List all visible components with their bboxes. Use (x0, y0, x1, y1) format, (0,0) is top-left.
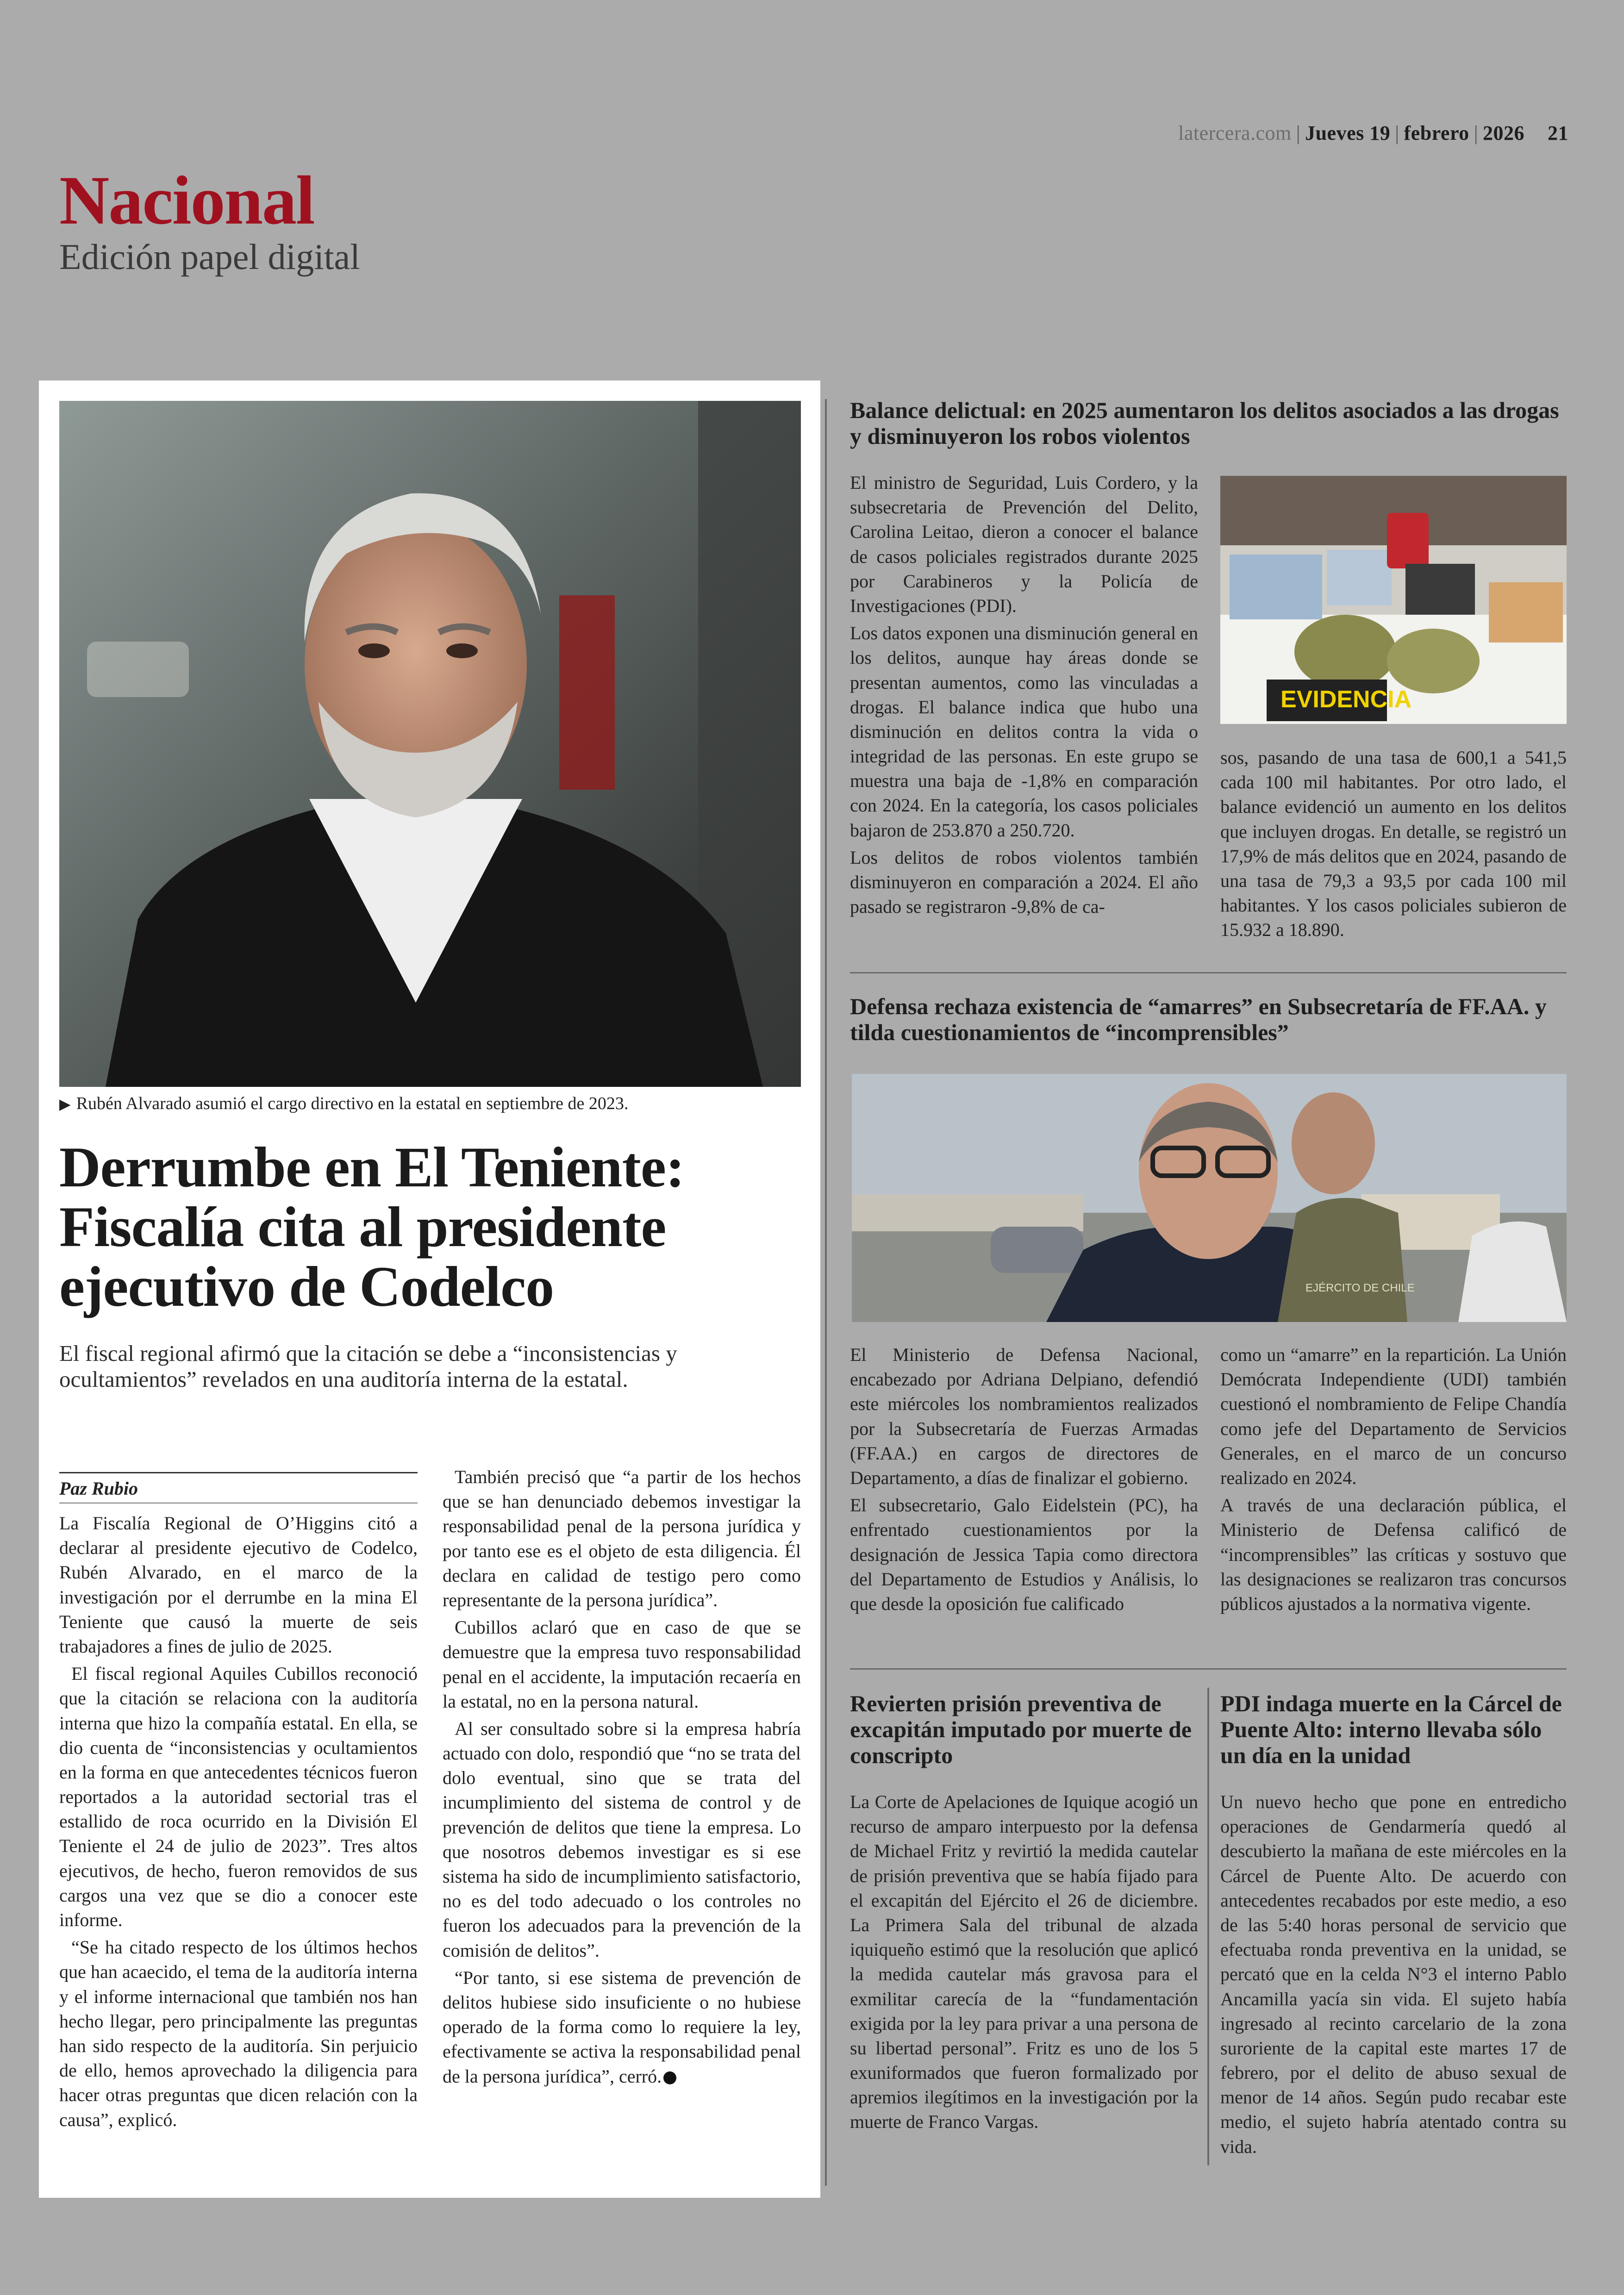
paragraph: sos, pasando de una tasa de 600,1 a 541,5 cada 100 mil habitantes. Por otro lado, el balance evidenció un aumento en los delitos que incluyen drogas. En detalle, se registró un 17,9% de más delitos que en 2024, pasando de una tasa de 79,3 a 93,5 por cada 100 mil habitantes. Y los casos policiales subieron de 15.932 a 18.890. (1220, 747, 1567, 941)
main-article-column-2 (443, 1465, 801, 2091)
pdi-body (1220, 1790, 1567, 2162)
balance-column-1 (850, 470, 1198, 922)
paragraph: El ministro de Seguridad, Luis Cordero, y la subsecretaria de Prevención del Delito, Carolina Leitao, dieron a conocer el balance de casos policiales registrados durante 2025 por Carabineros y la Policía de Investigaciones (PDI). (850, 472, 1198, 616)
date-year: 2026 (1483, 122, 1524, 144)
paragraph: El subsecretario, Galo Eidelstein (PC), ha enfrentado cuestionamientos por la designación de Jessica Tapia como directora del Departamento de Estudios y Análisis, lo que desde la oposición fue calificado (850, 1495, 1198, 1614)
paragraph: Cubillos aclaró que en caso de que se demuestre que la empresa tuvo responsabilidad penal en el accidente, la imputación recaería en la estatal, no en la persona natural. (443, 1617, 801, 1712)
portrait-illustration (59, 401, 801, 1087)
date-month: febrero (1404, 122, 1469, 144)
byline-divider (59, 1472, 418, 1473)
paragraph: La Corte de Apelaciones de Iquique acogió un recurso de amparo interpuesto por la defensa de Michael Fritz y revirtió la medida cautelar de prisión preventiva que se había fijado para el excapitán del Ejército el 26 de diciembre. La Primera Sala del tribunal de alzada iquiqueño estimó que la resolución que aplicó la medida cautelar más gravosa para el exmilitar carecía de la “fundamentación exigida por la ley para privar a una persona de su libertad personal”. Fritz es uno de los 5 exuniformados que fueron formalizado por apremios ilegítimos en la investigación por la muerte de Franco Vargas. (850, 1791, 1198, 2133)
prision-body (850, 1790, 1198, 2137)
prision-headline[interactable]: Revierten prisión preventiva de excapitán imputado por muerte de conscripto (850, 1690, 1192, 1768)
byline: Paz Rubio (59, 1478, 138, 1499)
caption-triangle-icon: ▶ (59, 1096, 71, 1112)
page-number: 21 (1548, 122, 1568, 144)
paragraph: También precisó que “a partir de los hechos que se han denunciado debemos investigar la responsabilidad penal de la persona jurídica y por tanto ese es el objeto de esta diligencia. Él declara en calidad de testigo pero como representante de la persona jurídica”. (443, 1466, 801, 1610)
defensa-column-1 (850, 1342, 1198, 1619)
uniform-label: EJÉRCITO DE CHILE (1305, 1282, 1415, 1294)
paragraph: Al ser consultado sobre si la empresa habría actuado con dolo, respondió que “no se trata del dolo eventual, sino que se trata del incumplimiento del sistema de control y de prevención de delitos que tiene la empresa. Lo que nosotros debemos investigar es si ese sistema ha sido de incumplimiento satisfactorio, no es del todo adecuado o los controles no fueron los adecuados para la prevención de la comisión de delitos”. (443, 1718, 801, 1961)
site-name[interactable]: latercera.com (1178, 122, 1292, 144)
paragraph: A través de una declaración pública, el Ministerio de Defensa calificó de “incomprensibles” las críticas y sostuvo que las designaciones se realizaron tras concursos públicos ajustados a la normativa vigente. (1220, 1495, 1567, 1614)
balance-column-2 (1220, 745, 1567, 945)
main-headline[interactable]: Derrumbe en El Teniente: Fiscalía cita al presidente ejecutivo de Codelco (59, 1135, 685, 1318)
evidence-table-illustration (1220, 476, 1567, 724)
main-article-column-1 (59, 1511, 418, 2135)
date-day: Jueves 19 (1305, 122, 1391, 144)
paragraph: El fiscal regional Aquiles Cubillos reconoció que la citación se relaciona con la auditoría interna que hizo la compañía estatal. En ella, se dio cuenta de “inconsistencias y ocultamientos en la forma en que antecedentes técnicos fueron reportados a la autoridad sectorial tras el estallido de roca ocurrido en la División El Teniente el 24 de julio de 2023”. Tres altos ejecutivos, de hecho, fueron removidos de sus cargos una vez que se dio a conocer este informe. (59, 1663, 418, 1930)
section-subtitle: Edición papel digital (59, 237, 360, 277)
balance-photo (1220, 476, 1567, 724)
defensa-column-2 (1220, 1342, 1567, 1619)
main-article-photo (59, 401, 801, 1087)
evidence-label: EVIDENCIA (1280, 686, 1412, 713)
paragraph: Los delitos de robos violentos también disminuyeron en comparación a 2024. El año pasado se registraron -9,8% de ca- (850, 847, 1198, 917)
paragraph: Los datos exponen una disminución general en los delitos, aunque hay áreas donde se presentan aumentos, como las vinculadas a drogas. El balance indica que hubo una disminución en delitos contra la vida o integridad de las personas. En este grupo se muestra una baja de -1,8% en comparación con 2024. En la categoría, los casos policiales bajaron de 253.870 a 250.720. (850, 623, 1198, 841)
end-mark-icon (663, 2071, 676, 2084)
article-divider (850, 1668, 1567, 1670)
article-divider (850, 972, 1567, 973)
paragraph: La Fiscalía Regional de O’Higgins citó a declarar al presidente ejecutivo de Codelco, Rubén Alvarado, en el marco de la investigación por el derrumbe en la mina El Teniente que causó la muerte de seis trabajadores a fines de julio de 2025. (59, 1513, 418, 1657)
main-dek: El fiscal regional afirmó que la citación se debe a “inconsistencias y ocultamientos” revelados en una auditoría interna de la estatal. (59, 1341, 677, 1392)
paragraph: “Por tanto, si ese sistema de prevención de delitos hubiese sido insuficiente o no hubiese operado de la forma como lo requiere la ley, efectivamente se activa la responsabilidad penal de la persona jurídica”, cerró. (443, 1967, 801, 2087)
column-divider-bottom (1207, 1688, 1209, 2165)
paragraph: “Se ha citado respecto de los últimos hechos que han acaecido, el tema de la auditoría interna y el informe internacional que también nos han hecho llegar, pero principalmente las preguntas han sido respecto de la auditoría. Sin perjuicio de ello, hemos aprovechado la diligencia para hacer otras preguntas que dicen relación con la causa”, explicó. (59, 1937, 418, 2130)
pdi-headline[interactable]: PDI indaga muerte en la Cárcel de Puente Alto: interno llevaba sólo un día en la unidad (1220, 1690, 1562, 1768)
defensa-headline[interactable]: Defensa rechaza existencia de “amarres” en Subsecretaría de FF.AA. y tilda cuestionamientos de “incomprensibles” (850, 993, 1547, 1045)
paragraph: El Ministerio de Defensa Nacional, encabezado por Adriana Delpiano, defendió este miércoles los nombramientos realizados por la Subsecretaría de Fuerzas Armadas (FF.AA.) en cargos de directores de Departamento, a días de finalizar el gobierno. (850, 1344, 1198, 1488)
paragraph: Un nuevo hecho que pone en entredicho operaciones de Gendarmería quedó al descubierto la mañana de este miércoles en la Cárcel de Puente Alto. De acuerdo con antecedentes recabados por este medio, a eso de las 5:40 horas personal de servicio que efectuaba ronda preventiva en la unidad, se percató que en la celda N°3 el interno Pablo Ancamilla yacía sin vida. El sujeto había ingresado al recinto carcelario de la zona suroriente de la capital este martes 17 de febrero, por el delito de abuso sexual de menor de 14 años. Según pudo recabar este medio, el sujeto habría atentado contra su vida. (1220, 1791, 1567, 2157)
paragraph: como un “amarre” en la repartición. La Unión Demócrata Independiente (UDI) también cuestionó el nombramiento de Felipe Chandía como jefe del Departamento de Servicios Generales, en el marco de un concurso realizado en 2024. (1220, 1344, 1567, 1488)
officials-illustration (852, 1074, 1567, 1322)
defensa-photo (852, 1074, 1567, 1322)
photo-caption: ▶ Rubén Alvarado asumió el cargo directivo en la estatal en septiembre de 2023. (59, 1094, 629, 1113)
section-title: Nacional (59, 162, 314, 239)
page-header-meta: latercera.com | Jueves 19 | febrero | 2026 21 (1178, 122, 1568, 144)
column-divider (825, 399, 827, 2186)
main-article-panel (39, 380, 820, 2198)
balance-headline[interactable]: Balance delictual: en 2025 aumentaron los delitos asociados a las drogas y disminuyeron los robos violentos (850, 397, 1559, 449)
